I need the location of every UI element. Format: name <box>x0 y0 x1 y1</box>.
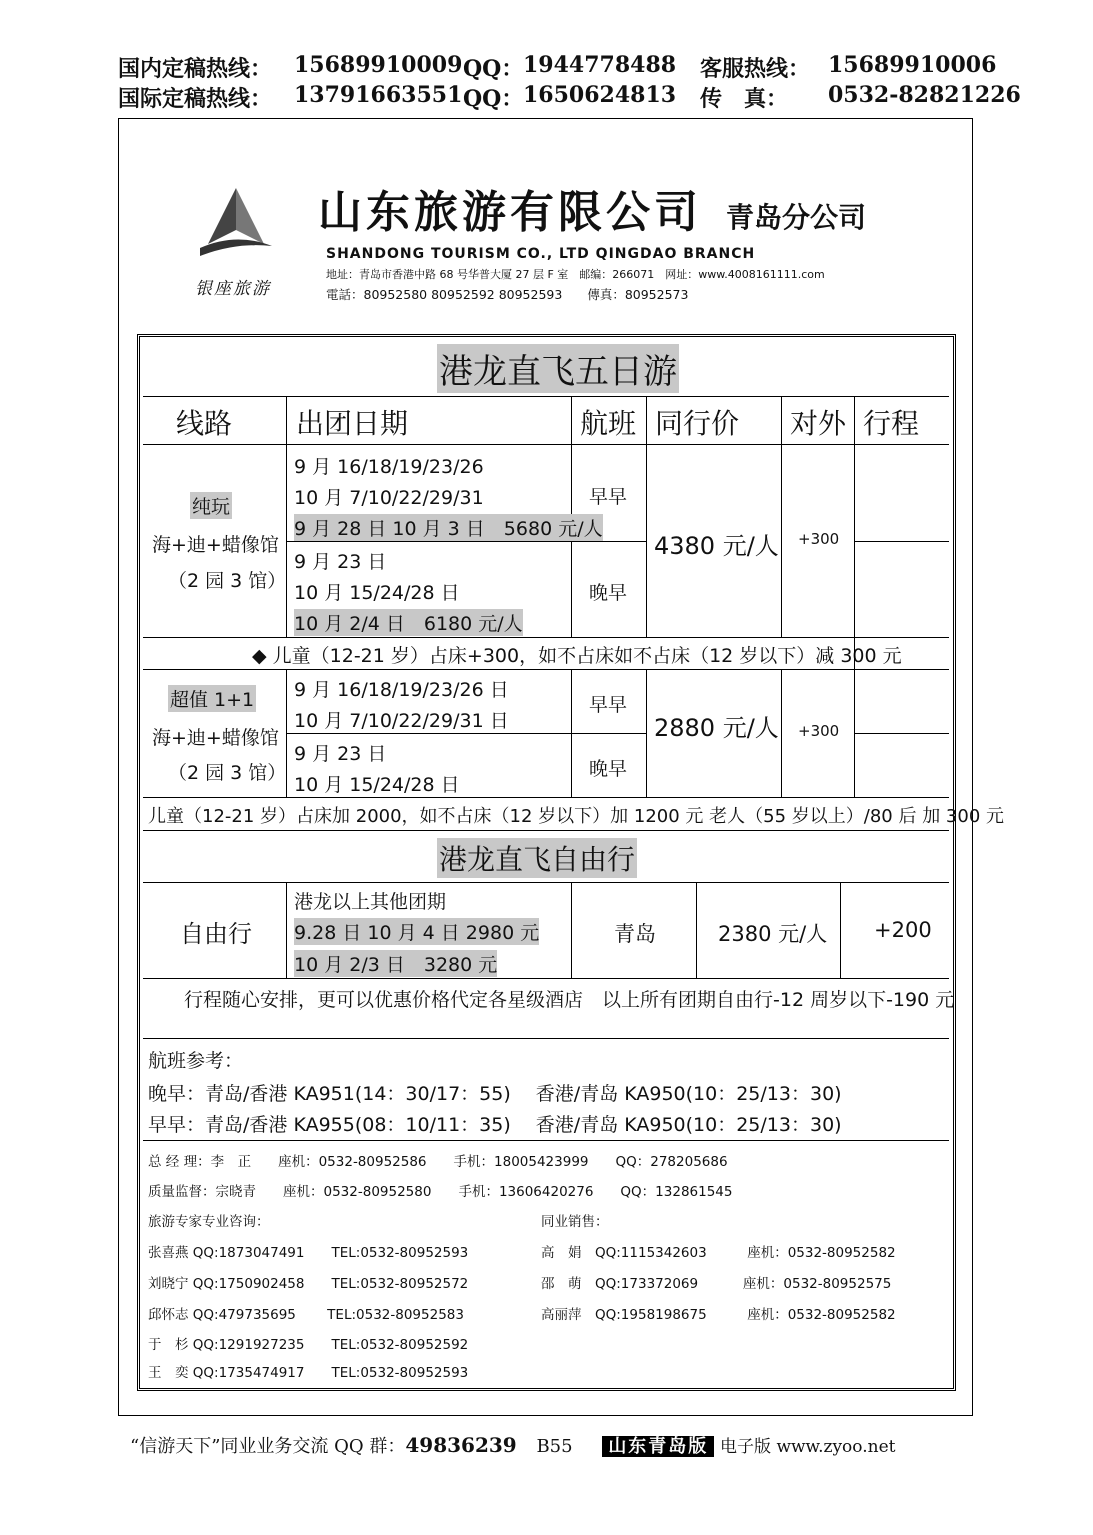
rule <box>781 669 782 797</box>
rule <box>286 733 646 734</box>
child-note-1: ◆ 儿童（12-21 岁）占床+300，如不占床如不占床（12 岁以下）减 300 元 <box>252 645 902 667</box>
company-logo-icon <box>196 186 276 264</box>
section2-date-special: 10 月 2/3 日 3280 元 <box>294 950 497 977</box>
route1-tag: 纯玩 <box>190 492 232 519</box>
rule <box>781 396 782 637</box>
domestic-hotline-phone: 15689910009 <box>294 52 463 78</box>
route1-date-special: 10 月 2/4 日 6180 元/人 <box>294 609 523 636</box>
route1-date: 10 月 7/10/22/29/31 <box>294 487 484 509</box>
rule <box>286 396 287 637</box>
qq-number: 1650624813 <box>523 82 677 108</box>
route2-sub: （2 园 3 馆） <box>168 762 287 784</box>
rule <box>143 830 949 831</box>
qq-label: QQ： <box>463 56 524 82</box>
consultant-item: 张喜燕 QQ:1873047491 TEL:0532-80952593 <box>148 1245 469 1261</box>
route1-name: 海+迪+蜡像馆 <box>152 534 279 556</box>
company-address: 地址：青岛市香港中路 68 号华普大厦 27 层 F 室 邮编：266071 网址：www.4008161111.com <box>326 268 825 281</box>
sales-item: 高 娟 QQ:1115342603 座机：0532-80952582 <box>541 1245 896 1261</box>
route1-date: 9 月 16/18/19/23/26 <box>294 456 484 478</box>
intl-hotline-label: 国际定稿热线： <box>118 86 273 112</box>
route2-extra: +300 <box>798 722 840 740</box>
section2-title: 港龙直飞自由行 <box>437 838 637 878</box>
service-hotline-label: 客服热线： <box>700 56 811 82</box>
rule <box>143 669 949 670</box>
consult-title: 旅游专家专业咨询： <box>148 1214 270 1230</box>
rule <box>646 669 647 797</box>
route2-tag: 超值 1+1 <box>168 685 256 712</box>
section2-city: 青岛 <box>614 922 656 946</box>
route2-flight-a: 早早 <box>589 694 628 716</box>
rule <box>143 637 949 638</box>
company-name: 山东旅游有限公司 <box>318 187 702 238</box>
section2-route: 自由行 <box>180 920 252 948</box>
rule <box>840 882 841 978</box>
route1-flight-b: 晚早 <box>589 582 628 604</box>
contact-quality: 质量监督：宗晓青 座机：0532-80952580 手机：13606420276 QQ：132861545 <box>148 1184 733 1200</box>
sales-title: 同业销售： <box>541 1214 609 1230</box>
fax-number: 0532-82821226 <box>828 82 1021 108</box>
rule <box>696 882 697 978</box>
header-trade-price: 同行价 <box>655 407 740 440</box>
header-itinerary: 行程 <box>863 407 920 440</box>
sales-item: 高丽萍 QQ:1958198675 座机：0532-80952582 <box>541 1307 896 1323</box>
route1-date-special: 9 月 28 日 10 月 3 日 5680 元/人 <box>294 514 603 541</box>
rule <box>143 882 949 883</box>
route2-date: 9 月 23 日 <box>294 743 387 765</box>
company-branch: 青岛分公司 <box>726 201 867 234</box>
footer-edition: 山东青岛版 <box>602 1436 714 1457</box>
route2-price: 2880 元/人 <box>654 714 779 742</box>
rule <box>286 541 646 542</box>
footer-site: 电子版 www.zyoo.net <box>720 1437 896 1457</box>
intl-hotline-phone: 13791663551 <box>294 82 463 108</box>
section2-extra: +200 <box>874 918 932 942</box>
service-hotline-phone: 15689910006 <box>828 52 997 78</box>
rule <box>143 797 949 798</box>
rule <box>143 444 949 445</box>
header-dates: 出团日期 <box>296 407 409 440</box>
footer <box>130 1432 895 1458</box>
rule <box>143 396 949 397</box>
route1-date: 10 月 15/24/28 日 <box>294 582 460 604</box>
footer-page: B55 <box>536 1436 573 1457</box>
route1-sub: （2 园 3 馆） <box>168 570 287 592</box>
route1-date: 9 月 23 日 <box>294 551 387 573</box>
consultant-item: 王 奕 QQ:1735474917 TEL:0532-80952593 <box>148 1365 469 1381</box>
flights-title: 航班参考： <box>148 1050 244 1072</box>
rule <box>571 882 572 978</box>
route1-extra: +300 <box>798 530 840 548</box>
logo-text: 银座旅游 <box>195 279 271 299</box>
route1-flight-a: 早早 <box>589 486 628 508</box>
section1-title: 港龙直飞五日游 <box>437 344 679 393</box>
header-public: 对外 <box>790 407 847 440</box>
route2-flight-b: 晚早 <box>589 758 628 780</box>
rule <box>286 882 287 978</box>
qq-label: QQ： <box>463 86 524 112</box>
sales-item: 邵 萌 QQ:173372069 座机：0532-80952575 <box>541 1276 892 1292</box>
footer-slogan: “信游天下”同业业务交流 QQ 群： <box>130 1436 406 1457</box>
section2-note: 行程随心安排，更可以优惠价格代定各星级酒店 以上所有团期自由行-12 周岁以下-190 元 <box>184 989 955 1011</box>
route2-date: 10 月 7/10/22/29/31 日 <box>294 710 509 732</box>
company-english-name: SHANDONG TOURISM CO., LTD QINGDAO BRANCH <box>326 246 756 262</box>
rule <box>854 637 855 669</box>
flight-line-2: 早早：青岛/香港 KA955(08：10/11：35) 香港/青岛 KA950(10：25/13：30) <box>148 1114 842 1136</box>
route2-date: 9 月 16/18/19/23/26 日 <box>294 679 509 701</box>
domestic-hotline-label: 国内定稿热线： <box>118 56 273 82</box>
child-note-2: 儿童（12-21 岁）占床加 2000，如不占床（12 岁以下）加 1200 元 老人（55 岁以上）/80 后 加 300 元 <box>148 806 1004 827</box>
section2-date-special: 9.28 日 10 月 4 日 2980 元 <box>294 918 539 945</box>
route2-name: 海+迪+蜡像馆 <box>152 727 279 749</box>
rule <box>854 541 949 542</box>
route2-date: 10 月 15/24/28 日 <box>294 774 460 796</box>
rule <box>143 1038 949 1039</box>
consultant-item: 于 杉 QQ:1291927235 TEL:0532-80952592 <box>148 1337 469 1353</box>
route1-price: 4380 元/人 <box>654 532 779 560</box>
section2-date: 港龙以上其他团期 <box>294 891 447 913</box>
contact-manager: 总 经 理：李 正 座机：0532-80952586 手机：18005423999 QQ：278205686 <box>148 1154 728 1170</box>
rule <box>143 978 949 979</box>
consultant-item: 邱怀志 QQ:479735695 TEL:0532-80952583 <box>148 1307 464 1323</box>
footer-qq-group: 49836239 <box>405 1433 517 1457</box>
header-route: 线路 <box>176 407 233 440</box>
qq-number: 1944778488 <box>523 52 677 78</box>
fax-label: 传 真： <box>700 86 789 112</box>
company-phones: 電話：80952580 80952592 80952593 傳真：80952573 <box>326 287 689 302</box>
flight-line-1: 晚早：青岛/香港 KA951(14：30/17：55) 香港/青岛 KA950(10：25/13：30) <box>148 1083 842 1105</box>
rule <box>143 1140 949 1141</box>
rule <box>854 396 855 637</box>
section2-price: 2380 元/人 <box>718 922 828 946</box>
rule <box>646 396 647 637</box>
header-flight: 航班 <box>580 407 637 440</box>
rule <box>854 733 949 734</box>
consultant-item: 刘晓宁 QQ:1750902458 TEL:0532-80952572 <box>148 1276 469 1292</box>
